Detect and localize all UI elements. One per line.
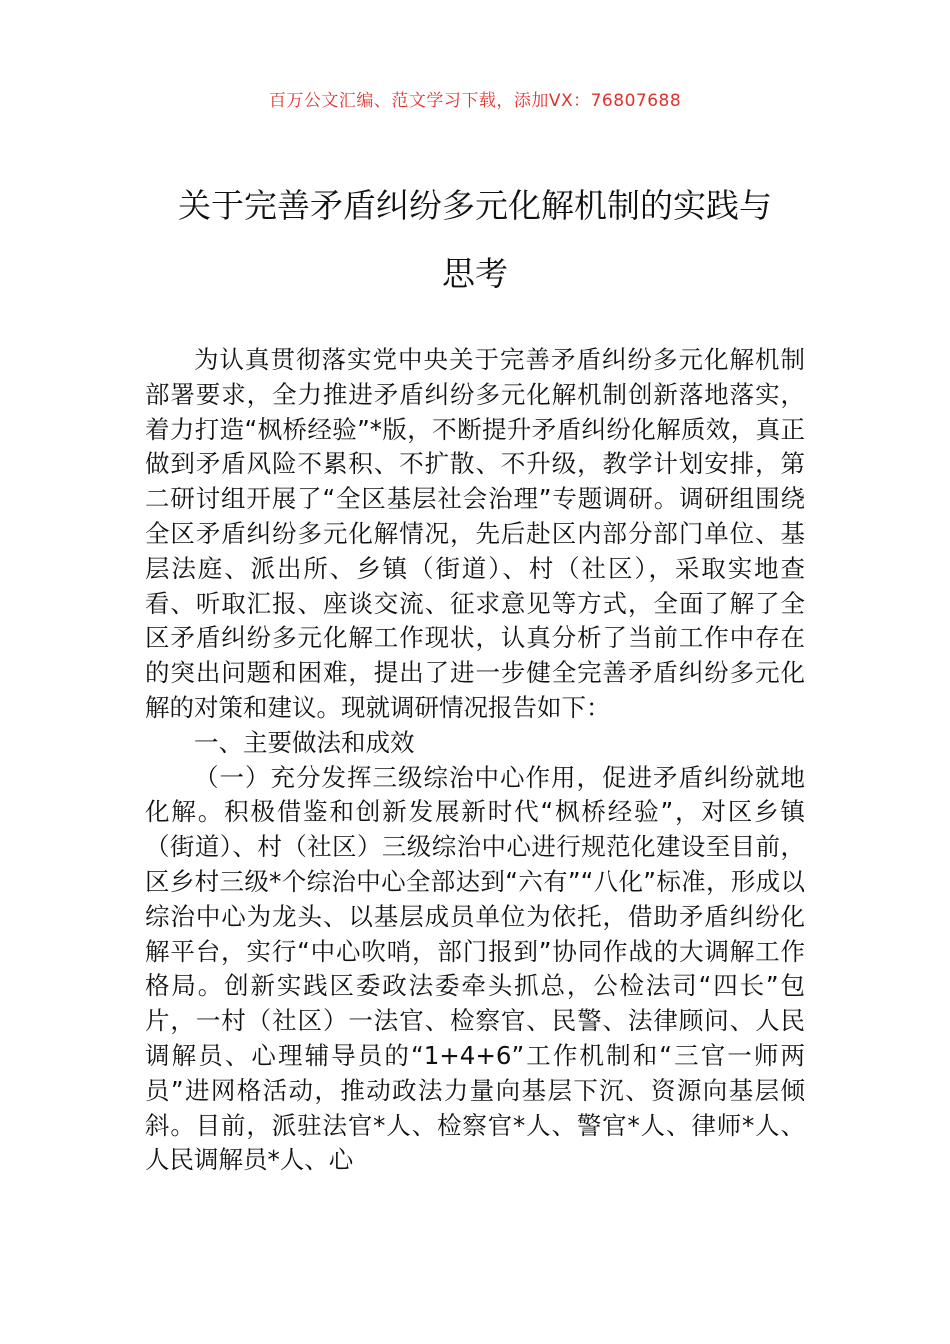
title-line-1: 关于完善矛盾纠纷多元化解机制的实践与 xyxy=(178,186,772,225)
section-paragraph-1: （一）充分发挥三级综治中心作用，促进矛盾纠纷就地化解。积极借鉴和创新发展新时代“枫桥经验”，对区乡镇（街道）、村（社区）三级综治中心进行规范化建设至目前，区乡村三级*个综治中心全部达到“六有”“八化”标准，形成以综治中心为龙头、以基层成员单位为依托，借助矛盾纠纷化解平台，实行“中心吹哨，部门报到”协同作战的大调解工作格局。创新实践区委政法委牵头抓总，公检法司“四长”包片，一村（社区）一法官、检察官、民警、法律顾问、人民调解员、心理辅导员的“1+4+6”工作机制和“三官一师两员”进网格活动，推动政法力量向基层下沉、资源向基层倾斜。目前，派驻法官*人、检察官*人、警官*人、律师*人、人民调解员*人、心 xyxy=(145,762,805,1175)
document-body xyxy=(145,343,805,1178)
intro-paragraph: 为认真贯彻落实党中央关于完善矛盾纠纷多元化解机制部署要求，全力推进矛盾纠纷多元化解机制创新落地落实，着力打造“枫桥经验”*版，不断提升矛盾纠纷化解质效，真正做到矛盾风险不累积、不扩散、不升级，教学计划安排，第二研讨组开展了“全区基层社会治理”专题调研。调研组围绕全区矛盾纠纷多元化解情况，先后赴区内部分部门单位、基层法庭、派出所、乡镇（街道）、村（社区），采取实地查看、听取汇报、座谈交流、征求意见等方式，全面了解了全区矛盾纠纷多元化解工作现状，认真分析了当前工作中存在的突出问题和困难，提出了进一步健全完善矛盾纠纷多元化解的对策和建议。现就调研情况报告如下： xyxy=(145,345,805,722)
download-note: 百万公文汇编、范文学习下载，添加VX：76807688 xyxy=(268,91,682,111)
section-heading-main-practices: 一、主要做法和成效 xyxy=(194,727,415,757)
document-title xyxy=(150,172,800,308)
title-line-2: 思考 xyxy=(442,254,508,293)
